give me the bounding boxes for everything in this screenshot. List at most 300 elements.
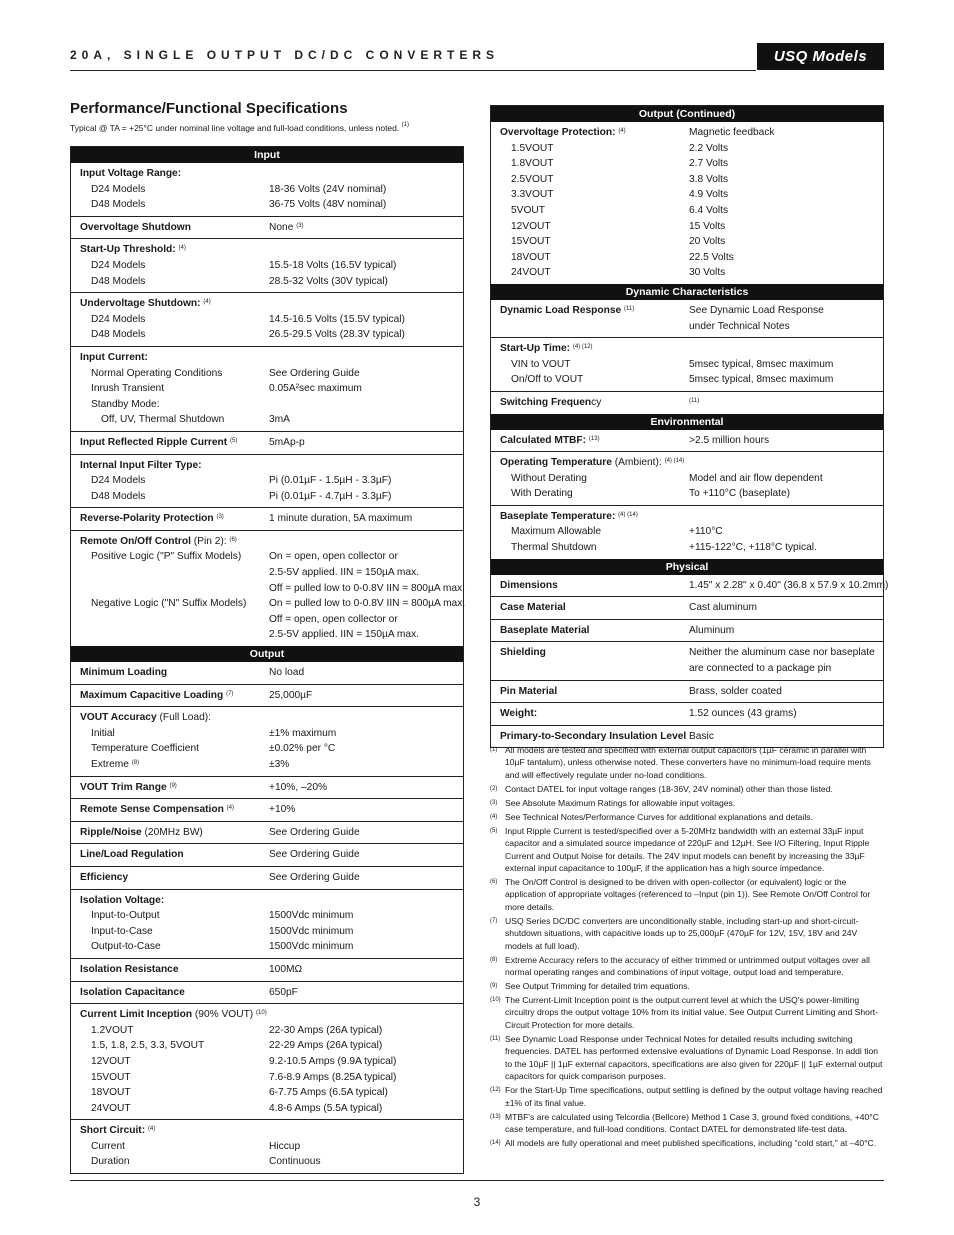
spec-label-text: Positive Logic ("P" Suffix Models) <box>91 551 242 563</box>
spec-label-text: 24VOUT <box>511 267 551 279</box>
spec-label-text: 15VOUT <box>91 1071 131 1083</box>
footnote-number: (14) <box>490 1139 501 1146</box>
spec-row <box>71 1007 463 1023</box>
spec-row <box>71 274 463 290</box>
spec-group <box>71 238 463 292</box>
spec-label <box>491 645 689 661</box>
spec-label-suffix: (Full Load): <box>156 712 211 724</box>
spec-label <box>71 939 269 955</box>
spec-row <box>71 908 463 924</box>
footnote-number: (11) <box>490 1035 501 1042</box>
spec-value-text: 100MΩ <box>269 963 303 975</box>
spec-label-suffix: (Pin 2): <box>190 535 227 547</box>
spec-value <box>269 458 463 474</box>
spec-value <box>689 141 883 157</box>
spec-label <box>491 540 689 556</box>
spec-value <box>269 258 463 274</box>
spec-label-text: Pin Material <box>500 685 558 697</box>
spec-row <box>71 435 463 451</box>
spec-label-suffix: (20MHz BW) <box>141 826 203 838</box>
spec-label <box>71 366 269 382</box>
spec-label <box>71 893 269 909</box>
spec-row <box>71 350 463 366</box>
spec-footnote-ref: (7) <box>226 690 234 697</box>
page-number: 3 <box>473 1195 481 1209</box>
spec-row <box>491 729 883 745</box>
spec-row <box>71 412 463 428</box>
spec-label <box>71 710 269 726</box>
spec-label-text: D24 Models <box>91 183 146 195</box>
spec-value <box>689 219 883 235</box>
spec-value-text: 28.5-32 Volts (30V typical) <box>269 275 388 287</box>
spec-label <box>491 661 689 677</box>
spec-value <box>269 327 463 343</box>
spec-row <box>71 1054 463 1070</box>
spec-group <box>71 292 463 346</box>
spec-value <box>269 802 463 818</box>
spec-value-text: +110°C <box>689 526 723 538</box>
footnote-text: All models are fully operational and meet published specifications, including "cold start," at –40°C. <box>505 1137 877 1148</box>
footnote-number: (4) <box>490 813 498 820</box>
spec-group <box>491 122 883 284</box>
spec-label <box>491 141 689 157</box>
spec-value <box>689 471 883 487</box>
spec-label-text: Isolation Voltage: <box>80 894 165 906</box>
footer-rule <box>70 1180 884 1181</box>
spec-label-text: Start-Up Threshold: <box>80 244 176 256</box>
spec-row <box>71 511 463 527</box>
spec-label-text: VOUT Accuracy <box>80 712 157 724</box>
spec-value <box>269 780 463 796</box>
spec-value <box>269 908 463 924</box>
spec-group <box>71 866 463 889</box>
spec-row <box>71 741 463 757</box>
spec-value <box>689 156 883 172</box>
spec-label <box>71 1054 269 1070</box>
spec-row <box>491 372 883 388</box>
spec-value <box>689 509 883 525</box>
spec-value <box>269 962 463 978</box>
spec-value <box>689 187 883 203</box>
spec-label <box>71 581 269 597</box>
spec-value <box>689 234 883 250</box>
spec-value <box>689 203 883 219</box>
spec-row <box>491 265 883 281</box>
spec-label-text: 1.5, 1.8, 2.5, 3.3, 5VOUT <box>91 1040 205 1052</box>
spec-row <box>71 197 463 213</box>
spec-value <box>269 473 463 489</box>
spec-label <box>71 1023 269 1039</box>
spec-group <box>71 507 463 530</box>
spec-label-text: 2.5VOUT <box>511 173 554 185</box>
spec-value <box>689 125 883 141</box>
spec-value <box>689 303 883 319</box>
spec-value <box>269 1123 463 1139</box>
footnote-text: Contact DATEL for input voltage ranges (18-36V, 24V nominal) other than those listed. <box>505 783 833 794</box>
spec-value <box>269 1070 463 1086</box>
spec-row <box>71 939 463 955</box>
spec-label <box>71 182 269 198</box>
spec-group <box>71 163 463 216</box>
spec-label <box>491 156 689 172</box>
spec-value <box>269 1007 463 1023</box>
spec-label <box>71 458 269 474</box>
spec-group <box>71 958 463 981</box>
spec-value <box>689 540 883 556</box>
spec-value <box>269 182 463 198</box>
spec-value-text: 22-30 Amps (26A typical) <box>269 1024 383 1036</box>
footnote <box>490 744 884 781</box>
spec-label-text: Dimensions <box>500 579 558 591</box>
spec-value-text: 3.8 Volts <box>689 173 729 185</box>
spec-value <box>269 534 463 550</box>
spec-value-text: 30 Volts <box>689 267 726 279</box>
spec-value-text: None <box>269 221 294 233</box>
spec-label-text: Current <box>91 1140 125 1152</box>
spec-row <box>71 581 463 597</box>
spec-value <box>269 688 463 704</box>
spec-value-text: 2.5-5V applied. IIN = 150µA max. <box>269 629 419 641</box>
spec-label-suffix: (90% VOUT) <box>192 1009 254 1021</box>
spec-value-text: 6.4 Volts <box>689 204 729 216</box>
spec-label-text: Negative Logic ("N" Suffix Models) <box>91 598 247 610</box>
spec-label <box>71 924 269 940</box>
footnote-number: (12) <box>490 1087 501 1094</box>
spec-label <box>491 203 689 219</box>
spec-label <box>71 412 269 428</box>
spec-label <box>71 1007 269 1023</box>
spec-value <box>269 1139 463 1155</box>
spec-label-text: D24 Models <box>91 313 146 325</box>
spec-value <box>269 549 463 565</box>
spec-value-text: 1500Vdc minimum <box>269 925 354 937</box>
spec-value-text: 9.2-10.5 Amps (9.9A typical) <box>269 1055 397 1067</box>
spec-value-text: Pi (0.01µF - 1.5µH - 3.3µF) <box>269 475 392 487</box>
spec-label <box>71 847 269 863</box>
footnote-number: (3) <box>490 799 498 806</box>
spec-label-text: Off, UV, Thermal Shutdown <box>101 414 225 426</box>
spec-value <box>689 395 883 411</box>
spec-label <box>71 870 269 886</box>
spec-label <box>71 962 269 978</box>
spec-label <box>71 596 269 612</box>
spec-value-text: under Technical Notes <box>689 320 790 332</box>
spec-label-text: Input-to-Case <box>91 925 153 937</box>
spec-label-text: Thermal Shutdown <box>511 542 597 554</box>
spec-label <box>491 509 689 525</box>
spec-label-text: Input Voltage Range: <box>80 168 182 179</box>
spec-value <box>269 612 463 628</box>
spec-label <box>71 757 269 773</box>
spec-label <box>71 473 269 489</box>
spec-label-text: 1.8VOUT <box>511 158 554 170</box>
spec-label-text: Baseplate Temperature: <box>500 510 616 522</box>
spec-label-text: Switching Frequen <box>500 396 592 408</box>
spec-value-text: 36-75 Volts (48V nominal) <box>269 199 387 211</box>
spec-value <box>689 661 883 677</box>
spec-row <box>71 665 463 681</box>
spec-label-text: Temperature Coefficient <box>91 743 199 755</box>
footnote <box>490 797 884 809</box>
spec-row <box>71 596 466 612</box>
spec-row <box>71 1038 463 1054</box>
spec-label <box>71 741 269 757</box>
spec-row <box>71 489 463 505</box>
footnote-number: (8) <box>490 956 498 963</box>
spec-label-text: 12VOUT <box>511 220 551 232</box>
spec-label <box>491 684 689 700</box>
spec-label <box>491 341 689 357</box>
spec-group <box>491 337 883 391</box>
spec-label-text: Input Reflected Ripple Current <box>80 436 228 448</box>
spec-value-text: 6-7.75 Amps (6.5A typical) <box>269 1087 388 1099</box>
spec-label-text: 18VOUT <box>91 1087 131 1099</box>
spec-value <box>689 706 883 722</box>
spec-label-text: Normal Operating Conditions <box>91 367 223 379</box>
spec-row <box>491 141 883 157</box>
spec-label-text: D24 Models <box>91 259 146 271</box>
spec-value <box>689 600 883 616</box>
spec-label <box>71 296 269 312</box>
spec-label <box>491 319 689 335</box>
spec-label-text: With Derating <box>511 488 573 500</box>
spec-value-text: 1500Vdc minimum <box>269 910 354 922</box>
spec-label <box>491 187 689 203</box>
spec-label <box>491 729 689 745</box>
spec-value <box>689 578 888 594</box>
spec-footnote-ref: (4) (12) <box>572 344 593 351</box>
spec-row <box>491 509 883 525</box>
spec-row <box>71 985 463 1001</box>
footnote <box>490 876 884 913</box>
footnote-number: (1) <box>490 747 498 753</box>
spec-label-text: Remote On/Off Control <box>80 535 191 547</box>
footnote-text: MTBF's are calculated using Telcordia (Bellcore) Method 1 Case 3, ground fixed conditions, +40°C case temperature, and full-load conditions. Contact DATEL for demonstrated life-test data. <box>505 1111 879 1134</box>
spec-row <box>491 578 889 594</box>
footnote-number: (6) <box>490 879 498 886</box>
spec-value-text: 18-36 Volts (24V nominal) <box>269 183 387 195</box>
spec-label-suffix: (Ambient): <box>611 457 662 469</box>
spec-value-text: Off = open, open collector or <box>269 613 398 625</box>
spec-row <box>491 706 883 722</box>
spec-label-text: 3.3VOUT <box>511 189 554 201</box>
spec-label-text: Ripple/Noise <box>80 826 142 838</box>
spec-footnote-ref: (4) <box>147 1126 156 1133</box>
spec-label <box>71 242 269 258</box>
spec-row <box>71 802 463 818</box>
spec-value <box>269 985 463 1001</box>
spec-value-text: 1500Vdc minimum <box>269 941 354 953</box>
spec-value <box>269 220 463 236</box>
spec-label-text: Baseplate Material <box>500 624 590 636</box>
spec-row <box>71 1139 463 1155</box>
spec-label-text: D48 Models <box>91 490 146 502</box>
note-text: Typical @ TA = +25°C under nominal line voltage and full-load conditions, unless noted. <box>70 123 400 133</box>
spec-row <box>491 172 883 188</box>
spec-value-text: Model and air flow dependent <box>689 472 823 484</box>
spec-value-text: >2.5 million hours <box>689 434 770 446</box>
spec-row <box>71 688 463 704</box>
spec-value-text: Neither the aluminum case nor baseplate <box>689 647 875 659</box>
spec-value <box>689 433 883 449</box>
spec-label-text: Weight: <box>500 708 538 720</box>
spec-label-text: 5VOUT <box>511 204 545 216</box>
footnote <box>490 825 884 875</box>
section-header: Environmental <box>491 414 883 430</box>
spec-group <box>71 843 463 866</box>
spec-label-text: Maximum Allowable <box>511 526 602 538</box>
spec-group <box>71 1003 463 1119</box>
spec-row <box>491 471 883 487</box>
spec-row <box>71 296 463 312</box>
footnote <box>490 1111 884 1136</box>
spec-value-text: ±0.02% per °C <box>269 743 336 755</box>
spec-footnote-ref: (4) <box>203 299 211 306</box>
spec-value-text: On = pulled low to 0-0.8V IIN = 800µA max. <box>269 598 466 610</box>
spec-row <box>71 366 463 382</box>
spec-label <box>491 250 689 266</box>
spec-row <box>491 645 883 661</box>
spec-label <box>71 274 269 290</box>
spec-value <box>269 710 463 726</box>
spec-footnote-ref: (11) <box>689 397 700 404</box>
spec-label <box>491 357 689 373</box>
spec-row <box>71 710 463 726</box>
spec-value <box>689 265 883 281</box>
spec-value-text: 22-29 Amps (26A typical) <box>269 1040 383 1052</box>
spec-group <box>491 641 883 679</box>
header-rule <box>70 70 756 71</box>
spec-label <box>71 489 269 505</box>
spec-value <box>269 312 463 328</box>
section-title: Performance/Functional Specifications <box>70 100 348 117</box>
spec-row <box>491 600 883 616</box>
spec-value-text: 5mAp-p <box>269 436 305 448</box>
spec-row <box>71 397 463 413</box>
spec-label <box>71 1101 269 1117</box>
spec-value <box>269 350 463 366</box>
spec-row <box>71 1154 463 1170</box>
spec-label-text: Extreme <box>91 759 129 770</box>
spec-label <box>491 172 689 188</box>
spec-label-text: Isolation Capacitance <box>80 986 185 998</box>
spec-value-text: 2.7 Volts <box>689 158 729 170</box>
spec-row <box>491 125 883 141</box>
footnotes <box>490 744 884 1151</box>
spec-value <box>269 489 463 505</box>
spec-row <box>71 258 463 274</box>
spec-value <box>269 893 463 909</box>
spec-value-text: Basic <box>689 730 714 742</box>
spec-label <box>491 125 689 141</box>
spec-label-text: Duration <box>91 1156 130 1168</box>
footnote-number: (2) <box>490 785 498 792</box>
section-header: Physical <box>491 559 883 575</box>
spec-group <box>491 391 883 414</box>
spec-label <box>491 303 689 319</box>
spec-label-text: Short Circuit: <box>80 1125 146 1137</box>
spec-row <box>491 156 883 172</box>
spec-value-text: 1 minute duration, 5A maximum <box>269 513 413 525</box>
spec-label-text: Output-to-Case <box>91 941 161 953</box>
spec-label-text: Without Derating <box>511 472 587 484</box>
spec-label <box>71 1123 269 1139</box>
spec-value <box>269 511 463 527</box>
spec-label-text: Calculated MTBF: <box>500 434 587 446</box>
spec-group <box>71 981 463 1004</box>
spec-value-text: 22.5 Volts <box>689 251 734 263</box>
spec-label <box>491 219 689 235</box>
spec-label-text: Overvoltage Shutdown <box>80 221 191 233</box>
spec-row <box>491 623 883 639</box>
spec-row <box>71 549 463 565</box>
spec-label <box>71 327 269 343</box>
spec-group <box>71 431 463 454</box>
spec-label <box>71 665 269 681</box>
spec-label-text: Shielding <box>500 647 546 659</box>
spec-group <box>491 505 883 559</box>
spec-group <box>491 300 883 337</box>
section-note <box>70 123 409 133</box>
spec-row <box>491 303 883 319</box>
spec-value <box>269 1054 463 1070</box>
spec-label-text: 24VOUT <box>91 1102 131 1114</box>
spec-row <box>71 534 463 550</box>
spec-label <box>71 627 269 643</box>
footnote-text: USQ Series DC/DC converters are unconditionally stable, including start-up and short-circuit-shutdown situations, with capacitive loads up to 25,000µF (470µF for 12V, 15V, 18V and 24V models at full load). <box>505 915 859 951</box>
spec-value <box>689 372 883 388</box>
spec-value <box>269 274 463 290</box>
spec-label-text: Input-to-Output <box>91 910 160 922</box>
spec-footnote-ref: (4) <box>618 128 626 134</box>
spec-value <box>269 166 463 182</box>
spec-value-text: 2.5-5V applied. IIN = 150µA max. <box>269 567 419 579</box>
spec-value <box>689 623 883 639</box>
spec-label <box>71 220 269 236</box>
spec-footnote-ref: (9) <box>169 782 177 789</box>
spec-label-text: Isolation Resistance <box>80 963 179 975</box>
spec-label <box>491 265 689 281</box>
spec-value-text: See Ordering Guide <box>269 871 360 883</box>
spec-footnote-ref: (6) <box>229 536 237 543</box>
spec-label <box>491 578 689 594</box>
footnote-number: (7) <box>490 917 498 924</box>
spec-value <box>269 242 463 258</box>
footnote <box>490 954 884 979</box>
footnote <box>490 1033 884 1083</box>
spec-row <box>71 1085 463 1101</box>
spec-group <box>71 1119 463 1173</box>
spec-label <box>491 623 689 639</box>
spec-label <box>491 372 689 388</box>
spec-label-text: 15VOUT <box>511 236 551 248</box>
spec-row <box>491 540 883 556</box>
spec-row <box>71 847 463 863</box>
spec-value-text: Magnetic feedback <box>689 127 775 138</box>
spec-value-text: +115-122°C, +118°C typical. <box>689 542 817 554</box>
spec-row <box>71 1070 463 1086</box>
spec-value <box>269 726 463 742</box>
spec-label-text: 1.5VOUT <box>511 142 554 154</box>
spec-row <box>491 395 883 411</box>
spec-label-text: Efficiency <box>80 871 129 883</box>
spec-row <box>71 327 463 343</box>
spec-group <box>71 346 463 431</box>
spec-row <box>71 220 463 236</box>
spec-label <box>71 549 269 565</box>
spec-label <box>71 985 269 1001</box>
spec-value <box>269 847 463 863</box>
